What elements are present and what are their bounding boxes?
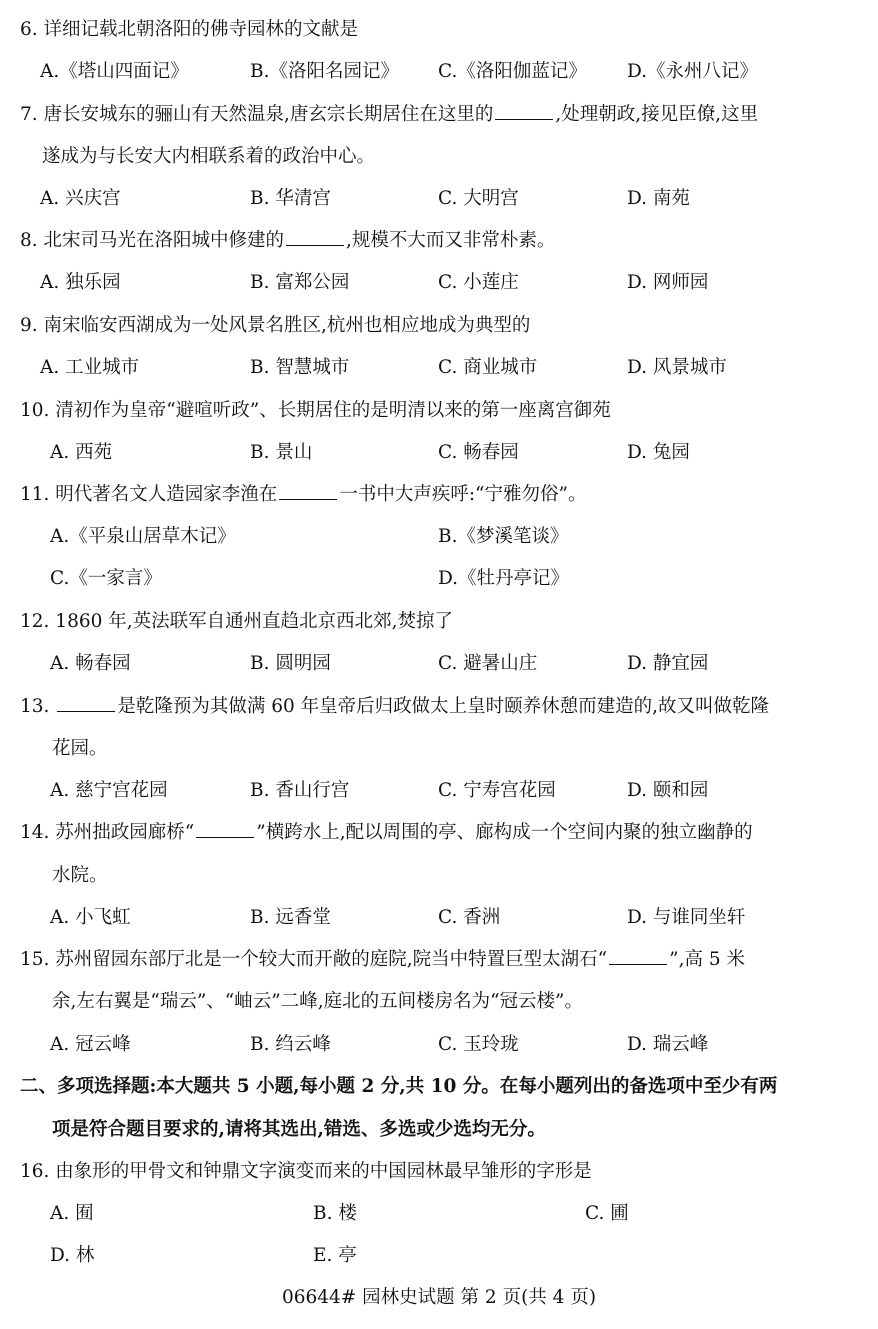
question-15-continuation [0, 987, 878, 1017]
option-b: B.《梦溪笔谈》 [438, 526, 569, 547]
option-b: B. 智慧城市 [250, 357, 350, 378]
question-6-options [0, 57, 878, 87]
option-d: D. 静宜园 [627, 653, 709, 674]
question-8-text-pre: 8. 北宋司马光在洛阳城中修建的 [20, 230, 285, 251]
option-c: C. 畅春园 [438, 442, 519, 463]
answer-blank [279, 481, 337, 500]
section-2-heading-continuation [0, 1115, 878, 1145]
question-12-options [0, 649, 878, 679]
question-9-text: 9. 南宋临安西湖成为一处风景名胜区,杭州也相应地成为典型的 [20, 315, 531, 336]
option-b: B.《洛阳名园记》 [250, 61, 399, 82]
option-a: A. 慈宁宫花园 [50, 780, 168, 801]
question-13-text-line2: 花园。 [52, 738, 108, 759]
option-c: C. 宁寿宫花园 [438, 780, 556, 801]
question-10-text: 10. 清初作为皇帝“避喧听政”、长期居住的是明清以来的第一座离宫御苑 [20, 400, 611, 421]
option-d: D. 南苑 [627, 188, 690, 209]
question-9-options [0, 353, 878, 383]
question-15-text-post: ”,高 5 米 [669, 949, 746, 970]
question-16-text: 16. 由象形的甲骨文和钟鼎文字演变而来的中国园林最早雏形的字形是 [20, 1161, 592, 1182]
option-b: B. 绉云峰 [250, 1034, 331, 1055]
option-c: C. 香洲 [438, 907, 501, 928]
question-14-continuation [0, 861, 878, 891]
option-a: A. 畅春园 [50, 653, 131, 674]
question-16-options-row1 [0, 1199, 878, 1229]
question-12-text: 12. 1860 年,英法联军自通州直趋北京西北郊,焚掠了 [20, 611, 454, 632]
question-6-text: 6. 详细记载北朝洛阳的佛寺园林的文献是 [20, 19, 359, 40]
question-14-stem [0, 818, 878, 848]
question-14-text-line2: 水院。 [52, 865, 108, 886]
option-b: B. 楼 [313, 1203, 357, 1224]
question-7-stem [0, 100, 878, 130]
option-d: D. 瑞云峰 [627, 1034, 709, 1055]
option-a: A. 西苑 [50, 442, 113, 463]
option-a: A. 囿 [50, 1203, 94, 1224]
question-15-text-line2: 余,左右翼是“瑞云”、“岫云”二峰,庭北的五间楼房名为“冠云楼”。 [52, 991, 584, 1012]
section-2-heading-line1: 二、多项选择题:本大题共 5 小题,每小题 2 分,共 10 分。在每小题列出的备选项中至少有两 [20, 1076, 778, 1097]
question-6-stem [0, 15, 878, 45]
section-2-heading [0, 1072, 878, 1102]
option-a: A. 工业城市 [40, 357, 140, 378]
option-b: B. 华清宫 [250, 188, 331, 209]
question-9-stem [0, 311, 878, 341]
question-8-stem [0, 226, 878, 256]
question-11-options-row2 [0, 564, 878, 594]
question-7-continuation [0, 142, 878, 172]
option-b: B. 圆明园 [250, 653, 331, 674]
question-7-text-line2: 遂成为与长安大内相联系着的政治中心。 [42, 146, 376, 167]
question-13-text-post: 是乾隆预为其做满 60 年皇帝后归政做太上皇时颐养休憩而建造的,故又叫做乾隆 [117, 696, 769, 717]
option-c: C. 小莲庄 [438, 272, 519, 293]
option-a: A. 兴庆宫 [40, 188, 121, 209]
question-10-stem [0, 396, 878, 426]
question-15-text-pre: 15. 苏州留园东部厅北是一个较大而开敞的庭院,院当中特置巨型太湖石“ [20, 949, 608, 970]
option-d: D. 风景城市 [627, 357, 727, 378]
question-10-options [0, 438, 878, 468]
answer-blank [196, 819, 254, 838]
question-11-text-pre: 11. 明代著名文人造园家李渔在 [20, 484, 278, 505]
answer-blank [286, 227, 344, 246]
answer-blank [57, 693, 115, 712]
question-14-text-pre: 14. 苏州拙政园廊桥“ [20, 822, 195, 843]
page-footer: 06644# 园林史试题 第 2 页(共 4 页) [281, 1287, 597, 1308]
option-b: B. 景山 [250, 442, 313, 463]
question-12-stem [0, 607, 878, 637]
option-c: C. 圃 [585, 1203, 629, 1224]
option-a: A. 小飞虹 [50, 907, 131, 928]
question-7-text-pre: 7. 唐长安城东的骊山有天然温泉,唐玄宗长期居住在这里的 [20, 104, 494, 125]
question-7-text-post: ,处理朝政,接见臣僚,这里 [555, 104, 759, 125]
question-11-stem [0, 480, 878, 510]
option-a: A. 独乐园 [40, 272, 121, 293]
option-b: B. 远香堂 [250, 907, 331, 928]
option-d: D. 林 [50, 1245, 95, 1266]
section-2-heading-line2: 项是符合题目要求的,请将其选出,错选、多选或少选均无分。 [52, 1119, 546, 1140]
question-13-options [0, 776, 878, 806]
option-b: B. 富郑公园 [250, 272, 350, 293]
option-a: A. 冠云峰 [50, 1034, 131, 1055]
question-8-text-post: ,规模不大而又非常朴素。 [346, 230, 556, 251]
option-d: D.《永州八记》 [627, 61, 759, 82]
question-16-stem [0, 1157, 878, 1187]
option-e: E. 亭 [313, 1245, 357, 1266]
answer-blank [495, 101, 553, 120]
option-c: C. 商业城市 [438, 357, 538, 378]
question-15-options [0, 1030, 878, 1060]
question-13-number: 13. [20, 696, 50, 717]
question-14-options [0, 903, 878, 933]
question-11-options-row1 [0, 522, 878, 552]
option-c: C.《一家言》 [50, 568, 162, 589]
question-7-options [0, 184, 878, 214]
question-15-stem [0, 945, 878, 975]
question-11-text-post: 一书中大声疾呼:“宁雅勿俗”。 [339, 484, 587, 505]
option-d: D. 颐和园 [627, 780, 709, 801]
option-c: C. 大明宫 [438, 188, 519, 209]
question-13-continuation [0, 734, 878, 764]
option-b: B. 香山行宫 [250, 780, 350, 801]
option-c: C.《洛阳伽蓝记》 [438, 61, 587, 82]
option-c: C. 避暑山庄 [438, 653, 538, 674]
question-8-options [0, 268, 878, 298]
option-a: A.《平泉山居草木记》 [50, 526, 236, 547]
option-d: D. 兔园 [627, 442, 690, 463]
question-16-options-row2 [0, 1241, 878, 1271]
option-d: D. 与谁同坐轩 [627, 907, 746, 928]
option-d: D. 网师园 [627, 272, 709, 293]
answer-blank [609, 946, 667, 965]
question-13-stem [0, 692, 878, 722]
option-c: C. 玉玲珑 [438, 1034, 519, 1055]
option-d: D.《牡丹亭记》 [438, 568, 570, 589]
option-a: A.《塔山四面记》 [40, 61, 189, 82]
question-14-text-post: ”横跨水上,配以周围的亭、廊构成一个空间内聚的独立幽静的 [256, 822, 753, 843]
